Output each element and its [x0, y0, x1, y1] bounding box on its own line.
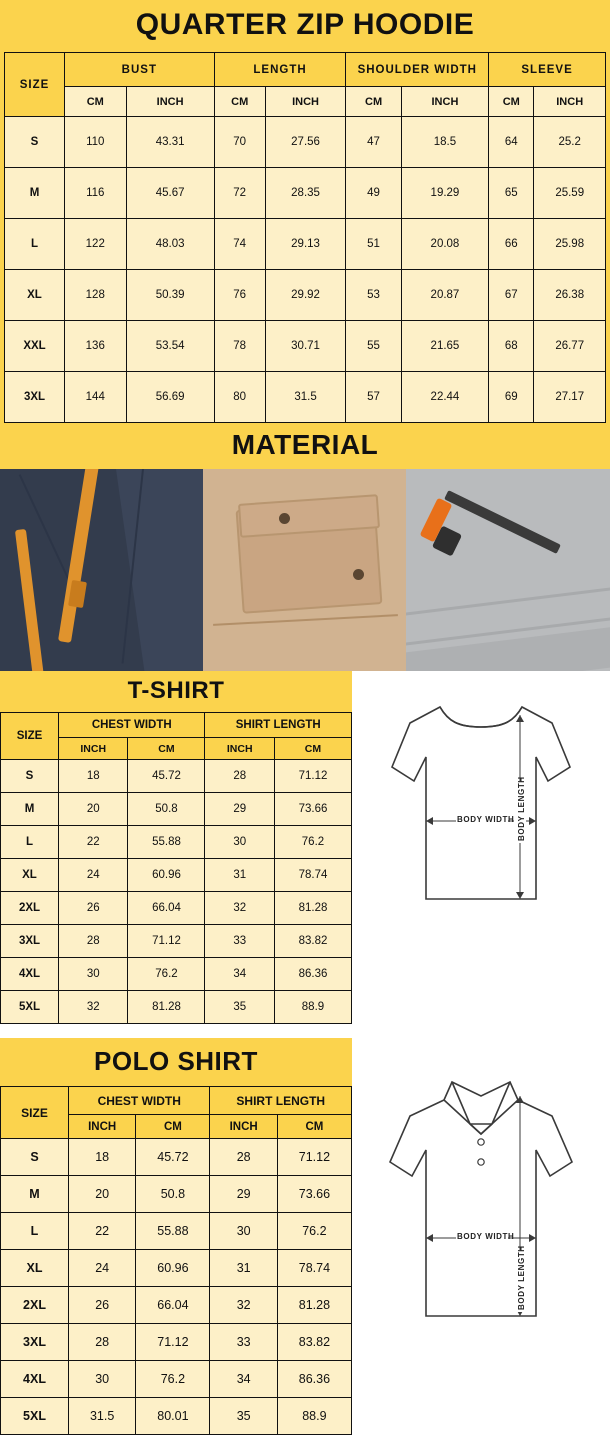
- tshirt-cell: 88.9: [274, 991, 351, 1024]
- tshirt-cell: 66.04: [128, 892, 205, 925]
- polo-cell: 83.82: [277, 1324, 351, 1361]
- table-row: [1, 1139, 352, 1176]
- hoodie-cell: 67: [489, 270, 534, 321]
- polo-row-size: XL: [1, 1250, 69, 1287]
- polo-cell: 30: [69, 1361, 136, 1398]
- polo-cell: 31.5: [69, 1398, 136, 1435]
- tshirt-cell: 33: [205, 925, 274, 958]
- hoodie-cell: 18.5: [401, 117, 488, 168]
- polo-cell: 76.2: [136, 1361, 210, 1398]
- table-row: [1, 1287, 352, 1324]
- hoodie-cell: 80: [214, 372, 265, 423]
- hoodie-cell: 43.31: [126, 117, 214, 168]
- hoodie-cell: 22.44: [401, 372, 488, 423]
- hoodie-cell: 76: [214, 270, 265, 321]
- hoodie-cell: 28.35: [265, 168, 346, 219]
- hoodie-cell: 26.38: [534, 270, 606, 321]
- polo-unit-length-inch: INCH: [210, 1115, 277, 1139]
- tshirt-cell: 78.74: [274, 859, 351, 892]
- hoodie-header-group-row: [5, 53, 606, 87]
- polo-table-column: [0, 1038, 352, 1435]
- khaki-sleeve-pocket-photo: [203, 469, 406, 671]
- tshirt-row-size: 4XL: [1, 958, 59, 991]
- tshirt-row-size: XL: [1, 859, 59, 892]
- table-row: [1, 760, 352, 793]
- tshirt-cell: 26: [59, 892, 128, 925]
- hoodie-unit-shoulder-cm: CM: [346, 87, 401, 117]
- polo-cell: 26: [69, 1287, 136, 1324]
- hoodie-header-size: SIZE: [5, 53, 65, 117]
- polo-header-shirt-length: SHIRT LENGTH: [210, 1087, 352, 1115]
- polo-cell: 80.01: [136, 1398, 210, 1435]
- tshirt-cell: 71.12: [128, 925, 205, 958]
- hoodie-cell: 122: [65, 219, 127, 270]
- hoodie-cell: 65: [489, 168, 534, 219]
- polo-title: POLO SHIRT: [0, 1038, 352, 1086]
- polo-unit-chest-cm: CM: [136, 1115, 210, 1139]
- tshirt-cell: 35: [205, 991, 274, 1024]
- material-photo-strip: [0, 469, 610, 671]
- hoodie-row-size: S: [5, 117, 65, 168]
- polo-cell: 18: [69, 1139, 136, 1176]
- polo-cell: 30: [210, 1213, 277, 1250]
- table-row: [1, 859, 352, 892]
- table-row: [5, 270, 606, 321]
- zipper-tape: [444, 490, 561, 554]
- polo-size-table: [0, 1086, 352, 1435]
- tshirt-cell: 28: [59, 925, 128, 958]
- polo-figure-column: [352, 1038, 610, 1435]
- tshirt-cell: 50.8: [128, 793, 205, 826]
- tshirt-row-size: L: [1, 826, 59, 859]
- tshirt-row-size: 5XL: [1, 991, 59, 1024]
- tshirt-body-length-label: BODY LENGTH: [517, 776, 526, 841]
- tshirt-header-group-row: [1, 713, 352, 738]
- tshirt-cell: 81.28: [274, 892, 351, 925]
- polo-header-size: SIZE: [1, 1087, 69, 1139]
- polo-cell: 28: [210, 1139, 277, 1176]
- hoodie-unit-sleeve-cm: CM: [489, 87, 534, 117]
- table-row: [1, 793, 352, 826]
- polo-cell: 32: [210, 1287, 277, 1324]
- hoodie-cell: 68: [489, 321, 534, 372]
- tshirt-cell: 73.66: [274, 793, 351, 826]
- hoodie-cell: 50.39: [126, 270, 214, 321]
- polo-cell: 24: [69, 1250, 136, 1287]
- table-row: [1, 991, 352, 1024]
- table-row: [1, 958, 352, 991]
- tshirt-row-size: 3XL: [1, 925, 59, 958]
- tshirt-cell: 60.96: [128, 859, 205, 892]
- tshirt-unit-length-inch: INCH: [205, 738, 274, 760]
- polo-cell: 86.36: [277, 1361, 351, 1398]
- tshirt-row-size: M: [1, 793, 59, 826]
- polo-cell: 33: [210, 1324, 277, 1361]
- tshirt-table-column: [0, 671, 352, 1024]
- tshirt-header-size: SIZE: [1, 713, 59, 760]
- tshirt-cell: 29: [205, 793, 274, 826]
- hoodie-section: [0, 0, 610, 671]
- hoodie-header-bust: BUST: [65, 53, 215, 87]
- hoodie-cell: 64: [489, 117, 534, 168]
- hoodie-row-size: L: [5, 219, 65, 270]
- snap-button: [353, 569, 364, 580]
- polo-cell: 60.96: [136, 1250, 210, 1287]
- polo-row-size: 4XL: [1, 1361, 69, 1398]
- tshirt-cell: 32: [59, 991, 128, 1024]
- tshirt-cell: 31: [205, 859, 274, 892]
- hoodie-title: QUARTER ZIP HOODIE: [0, 0, 610, 52]
- polo-cell: 29: [210, 1176, 277, 1213]
- hoodie-cell: 53: [346, 270, 401, 321]
- polo-cell: 50.8: [136, 1176, 210, 1213]
- hoodie-cell: 128: [65, 270, 127, 321]
- polo-unit-length-cm: CM: [277, 1115, 351, 1139]
- hoodie-cell: 26.77: [534, 321, 606, 372]
- tshirt-cell: 24: [59, 859, 128, 892]
- tshirt-unit-length-cm: CM: [274, 738, 351, 760]
- tshirt-cell: 83.82: [274, 925, 351, 958]
- table-row: [5, 219, 606, 270]
- table-row: [1, 1213, 352, 1250]
- hoodie-cell: 27.17: [534, 372, 606, 423]
- navy-hoodie-drawstring-photo: [0, 469, 203, 671]
- tshirt-cell: 32: [205, 892, 274, 925]
- hoodie-cell: 20.87: [401, 270, 488, 321]
- polo-cell: 71.12: [277, 1139, 351, 1176]
- hoodie-cell: 20.08: [401, 219, 488, 270]
- hoodie-cell: 49: [346, 168, 401, 219]
- tshirt-cell: 55.88: [128, 826, 205, 859]
- hoodie-header-shoulder-width: SHOULDER WIDTH: [346, 53, 489, 87]
- table-row: [1, 892, 352, 925]
- hoodie-cell: 70: [214, 117, 265, 168]
- hoodie-cell: 51: [346, 219, 401, 270]
- hoodie-cell: 57: [346, 372, 401, 423]
- hoodie-cell: 110: [65, 117, 127, 168]
- tshirt-measure-diagram: [352, 671, 610, 1001]
- tshirt-cell: 20: [59, 793, 128, 826]
- polo-cell: 28: [69, 1324, 136, 1361]
- hoodie-cell: 29.13: [265, 219, 346, 270]
- table-row: [5, 117, 606, 168]
- polo-row-size: 5XL: [1, 1398, 69, 1435]
- polo-cell: 71.12: [136, 1324, 210, 1361]
- hoodie-cell: 56.69: [126, 372, 214, 423]
- table-row: [1, 1361, 352, 1398]
- polo-unit-chest-inch: INCH: [69, 1115, 136, 1139]
- polo-cell: 55.88: [136, 1213, 210, 1250]
- fabric-line: [406, 584, 610, 616]
- hoodie-unit-length-cm: CM: [214, 87, 265, 117]
- section-spacer: [0, 1024, 610, 1038]
- tshirt-cell: 76.2: [128, 958, 205, 991]
- hoodie-size-table: [4, 52, 606, 423]
- polo-row-size: S: [1, 1139, 69, 1176]
- polo-row-size: M: [1, 1176, 69, 1213]
- hoodie-cell: 116: [65, 168, 127, 219]
- tshirt-cell: 34: [205, 958, 274, 991]
- polo-cell: 34: [210, 1361, 277, 1398]
- polo-cell: 45.72: [136, 1139, 210, 1176]
- polo-header-chest-width: CHEST WIDTH: [69, 1087, 210, 1115]
- hoodie-row-size: 3XL: [5, 372, 65, 423]
- hoodie-unit-shoulder-inch: INCH: [401, 87, 488, 117]
- hoodie-cell: 31.5: [265, 372, 346, 423]
- hoodie-header-sleeve: SLEEVE: [489, 53, 606, 87]
- hoodie-cell: 55: [346, 321, 401, 372]
- table-row: [5, 372, 606, 423]
- hoodie-cell: 19.29: [401, 168, 488, 219]
- tshirt-cell: 45.72: [128, 760, 205, 793]
- polo-cell: 76.2: [277, 1213, 351, 1250]
- polo-cell: 22: [69, 1213, 136, 1250]
- polo-body-width-label: BODY WIDTH: [457, 1232, 515, 1241]
- tshirt-cell: 76.2: [274, 826, 351, 859]
- hoodie-cell: 72: [214, 168, 265, 219]
- hoodie-unit-bust-cm: CM: [65, 87, 127, 117]
- tshirt-header-chest-width: CHEST WIDTH: [59, 713, 205, 738]
- polo-row-size: L: [1, 1213, 69, 1250]
- grey-zipper-pull-photo: [406, 469, 610, 671]
- table-row: [1, 925, 352, 958]
- tshirt-row-size: S: [1, 760, 59, 793]
- hoodie-header-length: LENGTH: [214, 53, 346, 87]
- hoodie-cell: 30.71: [265, 321, 346, 372]
- table-row: [1, 1250, 352, 1287]
- hoodie-cell: 27.56: [265, 117, 346, 168]
- table-row: [1, 1324, 352, 1361]
- polo-body-length-label: BODY LENGTH: [517, 1245, 526, 1310]
- hoodie-cell: 45.67: [126, 168, 214, 219]
- hoodie-cell: 144: [65, 372, 127, 423]
- polo-cell: 66.04: [136, 1287, 210, 1324]
- hoodie-cell: 25.59: [534, 168, 606, 219]
- polo-cell: 20: [69, 1176, 136, 1213]
- tshirt-title: T-SHIRT: [0, 671, 352, 712]
- hoodie-header-unit-row: [5, 87, 606, 117]
- table-row: [1, 826, 352, 859]
- tshirt-cell: 81.28: [128, 991, 205, 1024]
- hoodie-unit-length-inch: INCH: [265, 87, 346, 117]
- tshirt-cell: 30: [59, 958, 128, 991]
- tshirt-cell: 18: [59, 760, 128, 793]
- hoodie-unit-bust-inch: INCH: [126, 87, 214, 117]
- tshirt-header-shirt-length: SHIRT LENGTH: [205, 713, 352, 738]
- polo-measure-diagram: [352, 1038, 610, 1368]
- tshirt-unit-chest-cm: CM: [128, 738, 205, 760]
- tshirt-unit-chest-inch: INCH: [59, 738, 128, 760]
- polo-row-size: 3XL: [1, 1324, 69, 1361]
- table-row: [5, 168, 606, 219]
- polo-section: [0, 1038, 610, 1435]
- table-row: [1, 1176, 352, 1213]
- hoodie-cell: 25.2: [534, 117, 606, 168]
- tshirt-size-table: [0, 712, 352, 1024]
- tshirt-cell: 28: [205, 760, 274, 793]
- stitch-line: [213, 614, 398, 626]
- hoodie-cell: 53.54: [126, 321, 214, 372]
- polo-cell: 73.66: [277, 1176, 351, 1213]
- hoodie-cell: 48.03: [126, 219, 214, 270]
- polo-row-size: 2XL: [1, 1287, 69, 1324]
- table-row: [5, 321, 606, 372]
- hoodie-cell: 47: [346, 117, 401, 168]
- hoodie-unit-sleeve-inch: INCH: [534, 87, 606, 117]
- hoodie-row-size: XXL: [5, 321, 65, 372]
- hoodie-cell: 136: [65, 321, 127, 372]
- hoodie-cell: 74: [214, 219, 265, 270]
- material-title: MATERIAL: [0, 423, 610, 469]
- tshirt-row-size: 2XL: [1, 892, 59, 925]
- snap-button: [279, 513, 290, 524]
- polo-cell: 78.74: [277, 1250, 351, 1287]
- tshirt-cell: 22: [59, 826, 128, 859]
- polo-cell: 31: [210, 1250, 277, 1287]
- hoodie-cell: 25.98: [534, 219, 606, 270]
- tshirt-section: [0, 671, 610, 1024]
- tshirt-cell: 30: [205, 826, 274, 859]
- hoodie-table-wrapper: [0, 52, 610, 423]
- tshirt-cell: 86.36: [274, 958, 351, 991]
- hoodie-cell: 69: [489, 372, 534, 423]
- tshirt-body-width-label: BODY WIDTH: [457, 815, 515, 824]
- polo-cell: 35: [210, 1398, 277, 1435]
- hoodie-cell: 66: [489, 219, 534, 270]
- hoodie-row-size: XL: [5, 270, 65, 321]
- hoodie-row-size: M: [5, 168, 65, 219]
- hoodie-cell: 21.65: [401, 321, 488, 372]
- hoodie-cell: 29.92: [265, 270, 346, 321]
- polo-header-group-row: [1, 1087, 352, 1115]
- tshirt-figure-column: [352, 671, 610, 1024]
- hoodie-cell: 78: [214, 321, 265, 372]
- tshirt-cell: 71.12: [274, 760, 351, 793]
- polo-cell: 81.28: [277, 1287, 351, 1324]
- table-row: [1, 1398, 352, 1435]
- polo-cell: 88.9: [277, 1398, 351, 1435]
